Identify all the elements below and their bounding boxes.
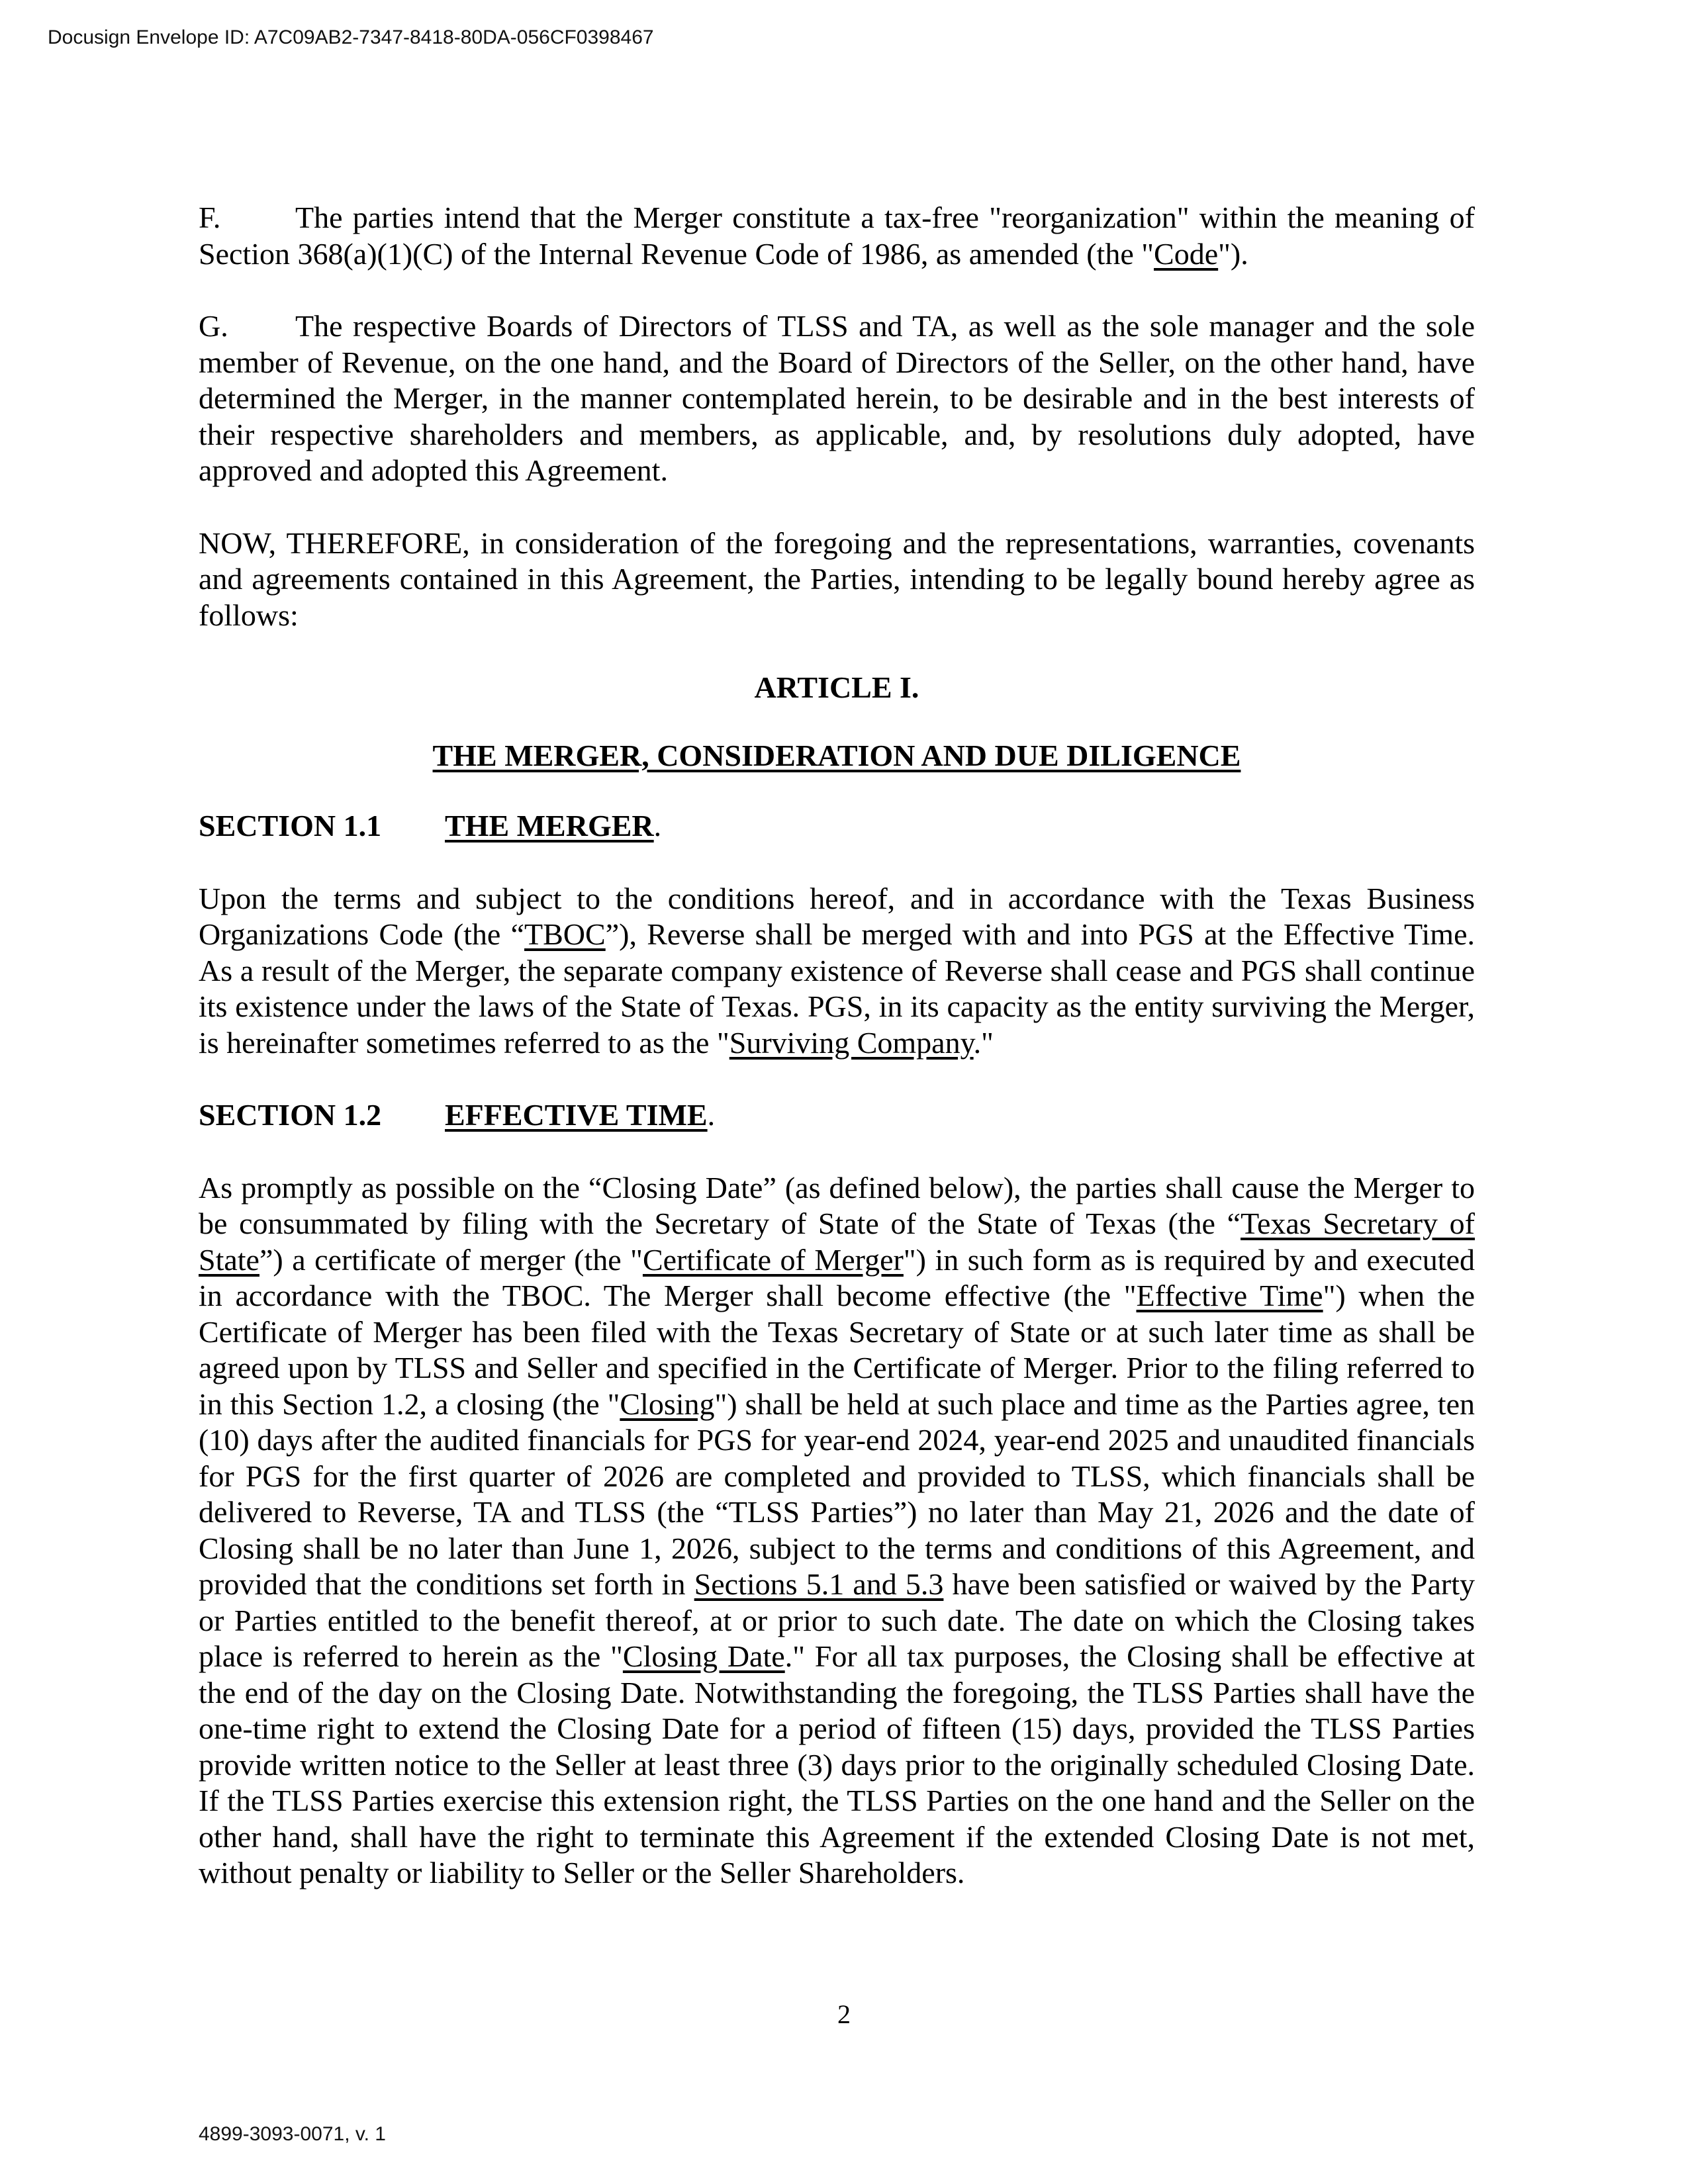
document-body xyxy=(199,200,1475,1928)
section-1-1-body xyxy=(199,881,1475,1062)
defined-term-texas-secretary: Texas Secretary of State xyxy=(199,1206,1476,1277)
section-1-2-heading xyxy=(199,1097,1475,1134)
section-1-1-text-c: ." xyxy=(973,1025,994,1060)
section-1-1-title: THE MERGER xyxy=(445,809,654,842)
section-1-2-number: SECTION 1.2 xyxy=(199,1098,382,1132)
article-number: ARTICLE I. xyxy=(754,670,919,704)
article-title xyxy=(199,738,1475,774)
defined-term-surviving-company: Surviving Company xyxy=(729,1025,974,1060)
section-1-2-text-d: ") when the Certificate of Merger has been filed with the Texas Secretary of State or at such later time as shall be agreed upon by TLSS and Seller and specified in the Certificate of Merger. Prior to the filing referred to in this Section 1.2, a closing (the " xyxy=(199,1279,1475,1421)
paragraph-g-label: G. xyxy=(199,309,228,343)
article-title-text: THE MERGER, CONSIDERATION AND DUE DILIGENCE xyxy=(432,738,1241,772)
section-1-2-period: . xyxy=(707,1098,716,1132)
defined-term-code: Code xyxy=(1154,236,1219,271)
paragraph-f-label: F. xyxy=(199,201,221,234)
defined-term-closing-date: Closing Date xyxy=(622,1639,785,1673)
section-1-1-text-b: ”), Reverse shall be merged with and into PGS at the Effective Time. As a result of the Merger, the separate company existence of Reverse shall cease and PGS shall continue its existence under the laws of the State of Texas. PGS, in its capacity as the entity surviving the Merger, is hereinafter sometimes referred to as the " xyxy=(199,917,1475,1060)
defined-term-tboc: TBOC xyxy=(524,917,606,951)
section-1-2-body xyxy=(199,1170,1475,1891)
section-1-2-text-b: ”) a certificate of merger (the " xyxy=(259,1242,643,1277)
defined-term-closing: Closing xyxy=(620,1387,715,1421)
paragraph-g xyxy=(199,308,1475,489)
defined-term-effective-time: Effective Time xyxy=(1136,1279,1323,1312)
section-1-2-text-c: ") in such form as is required by and executed in accordance with the TBOC. The Merger shall become effective (the " xyxy=(199,1242,1476,1312)
paragraph-f xyxy=(199,200,1475,272)
document-id: 4899-3093-0071, v. 1 xyxy=(199,2123,386,2145)
defined-term-certificate-of-merger: Certificate of Merger xyxy=(642,1242,904,1277)
section-1-2-text-a: As promptly as possible on the “Closing Date” (as defined below), the parties shall cause the Merger to be consummated by filing with the Secretary of State of the State of Texas (the “ xyxy=(199,1170,1475,1240)
section-1-2-text-f: have been satisfied or waived by the Party or Parties entitled to the benefit thereof, at or prior to such date. The date on which the Closing takes place is referred to herein as the " xyxy=(199,1567,1475,1673)
paragraph-f-text-a: The parties intend that the Merger constitute a tax-free "reorganization" within the meaning of Section 368(a)(1)(C) of the Internal Revenue Code of 1986, as amended (the " xyxy=(199,201,1475,271)
section-1-2-text-e: ") shall be held at such place and time as the Parties agree, ten (10) days after the audited financials for PGS for year-end 2024, year-end 2025 and unaudited financials for PGS for the first quarter of 2026 are completed and provided to TLSS, which financials shall be delivered to Reverse, TA and TLSS (the “TLSS Parties”) no later than May 21, 2026 and the date of Closing shall be no later than June 1, 2026, subject to the terms and conditions of this Agreement, and provided that the conditions set forth in xyxy=(199,1387,1475,1601)
paragraph-g-text: The respective Boards of Directors of TLSS and TA, as well as the sole manager and the sole member of Revenue, on the one hand, and the Board of Directors of the Seller, on the other hand, have determined the Merger, in the manner contemplated herein, to be desirable and in the best interests of their respective shareholders and members, as applicable, and, by resolutions duly adopted, have approved and adopted this Agreement. xyxy=(199,309,1475,487)
page-number: 2 xyxy=(837,1999,851,2029)
envelope-id: Docusign Envelope ID: A7C09AB2-7347-8418-80DA-056CF0398467 xyxy=(48,26,654,48)
section-1-1-period: . xyxy=(653,809,662,842)
now-therefore-paragraph: NOW, THEREFORE, in consideration of the foregoing and the representations, warranties, covenants and agreements contained in this Agreement, the Parties, intending to be legally bound hereby agree as follows: xyxy=(199,525,1475,632)
cross-reference-sections: Sections 5.1 and 5.3 xyxy=(694,1567,944,1601)
section-1-1-heading xyxy=(199,808,1475,844)
section-1-1-number: SECTION 1.1 xyxy=(199,809,382,842)
section-1-2-title: EFFECTIVE TIME xyxy=(445,1098,708,1132)
section-1-2-text-g: ." For all tax purposes, the Closing shall be effective at the end of the day on the Closing Date. Notwithstanding the foregoing, the TLSS Parties shall have the one-time right to extend the Closing Date for a period of fifteen (15) days, provided the TLSS Parties provide written notice to the Seller at least three (3) days prior to the originally scheduled Closing Date. If the TLSS Parties exercise this extension right, the TLSS Parties on the one hand and the Seller on the other hand, shall have the right to terminate this Agreement if the extended Closing Date is not met, without penalty or liability to Seller or the Seller Shareholders. xyxy=(199,1639,1476,1889)
section-1-1-text-a: Upon the terms and subject to the conditions hereof, and in accordance with the Texas Business Organizations Code (the “ xyxy=(199,881,1475,951)
paragraph-f-text-b: "). xyxy=(1218,236,1248,271)
